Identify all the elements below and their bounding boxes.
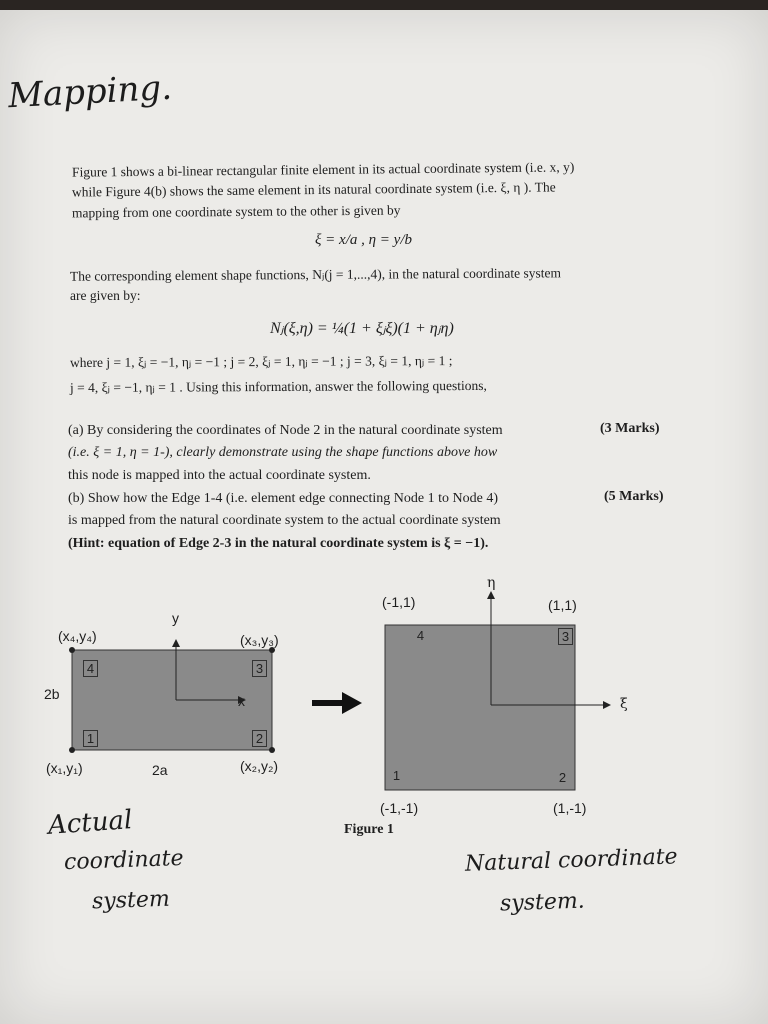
- handwritten-actual-3: system: [91, 886, 171, 915]
- actual-y-label: y: [172, 610, 179, 626]
- question-a-line-1: (a) By considering the coordinates of Node 2 in the natural coordinate system: [68, 423, 503, 438]
- natural-corner-4: (-1,1): [382, 594, 416, 610]
- actual-height-label: 2b: [44, 686, 60, 702]
- handwritten-actual-1: Actual: [47, 805, 134, 841]
- mapping-arrow: [312, 692, 362, 714]
- handwritten-natural-2: system.: [499, 888, 586, 917]
- natural-corner-3: (1,1): [548, 597, 577, 613]
- natural-element: [385, 625, 575, 790]
- shape-intro-line-2: are given by:: [70, 288, 141, 303]
- natural-corner-1: (-1,-1): [380, 800, 419, 816]
- question-a-line-2: (i.e. ξ = 1, η = 1-), clearly demonstrate using the shape functions above how: [68, 445, 498, 460]
- figure-caption: Figure 1: [344, 822, 394, 837]
- actual-corner-2: (x₂,y₂): [240, 758, 279, 774]
- natural-node-3: 3: [558, 628, 573, 645]
- actual-node-1: 1: [83, 730, 98, 747]
- actual-node-4: 4: [83, 660, 98, 677]
- where-line-1: where j = 1, ξⱼ = −1, ηⱼ = −1 ; j = 2, ξⱼ = 1, ηⱼ = −1 ; j = 3, ξⱼ = 1, ηⱼ = 1 ;: [69, 352, 453, 371]
- natural-xi-label: ξ: [620, 696, 628, 712]
- question-b-line-1: (b) Show how the Edge 1-4 (i.e. element edge connecting Node 1 to Node 4): [68, 491, 498, 506]
- intro-line-2: while Figure 4(b) shows the same element in its natural coordinate system (i.e. ξ, η ). The: [71, 179, 556, 200]
- natural-node-2: 2: [556, 770, 569, 785]
- mapping-equation: ξ = x/a , η = y/b: [315, 232, 413, 248]
- question-b-line-2: is mapped from the natural coordinate system to the actual coordinate system: [68, 513, 501, 528]
- actual-corner-4: (x₄,y₄): [58, 628, 97, 644]
- handwritten-actual-2: coordinate: [63, 845, 184, 876]
- actual-node-3: 3: [252, 660, 267, 677]
- actual-x-label: x: [238, 693, 245, 709]
- shape-function-equation: Nⱼ(ξ,η) = ¼(1 + ξⱼξ)(1 + ηⱼη): [270, 320, 454, 337]
- natural-corner-2: (1,-1): [553, 800, 587, 816]
- intro-line-1: Figure 1 shows a bi-linear rectangular finite element in its actual coordinate system (i.e. x, y): [71, 159, 575, 180]
- handwritten-natural-1: Natural coordinate: [464, 844, 679, 877]
- actual-width-label: 2a: [152, 762, 168, 778]
- question-b-marks: (5 Marks): [604, 489, 664, 504]
- question-a-line-3: this node is mapped into the actual coordinate system.: [68, 468, 371, 483]
- actual-corner-1: (x₁,y₁): [46, 760, 83, 776]
- actual-corner-3: (x₃,y₃): [240, 632, 279, 648]
- where-line-2: j = 4, ξⱼ = −1, ηⱼ = 1 . Using this information, answer the following questions,: [69, 377, 487, 396]
- natural-node-1: 1: [390, 768, 403, 783]
- natural-eta-label: η: [487, 575, 496, 591]
- natural-node-4: 4: [414, 628, 427, 643]
- actual-node-2: 2: [252, 730, 267, 747]
- intro-line-3: mapping from one coordinate system to the other is given by: [71, 202, 401, 221]
- handwritten-title: Mapping.: [7, 67, 173, 117]
- shape-intro-line-1: The corresponding element shape functions, Nⱼ(j = 1,...,4), in the natural coordinate system: [69, 265, 562, 284]
- hint-line: (Hint: equation of Edge 2-3 in the natural coordinate system is ξ = −1).: [68, 536, 489, 551]
- question-a-marks: (3 Marks): [600, 421, 660, 436]
